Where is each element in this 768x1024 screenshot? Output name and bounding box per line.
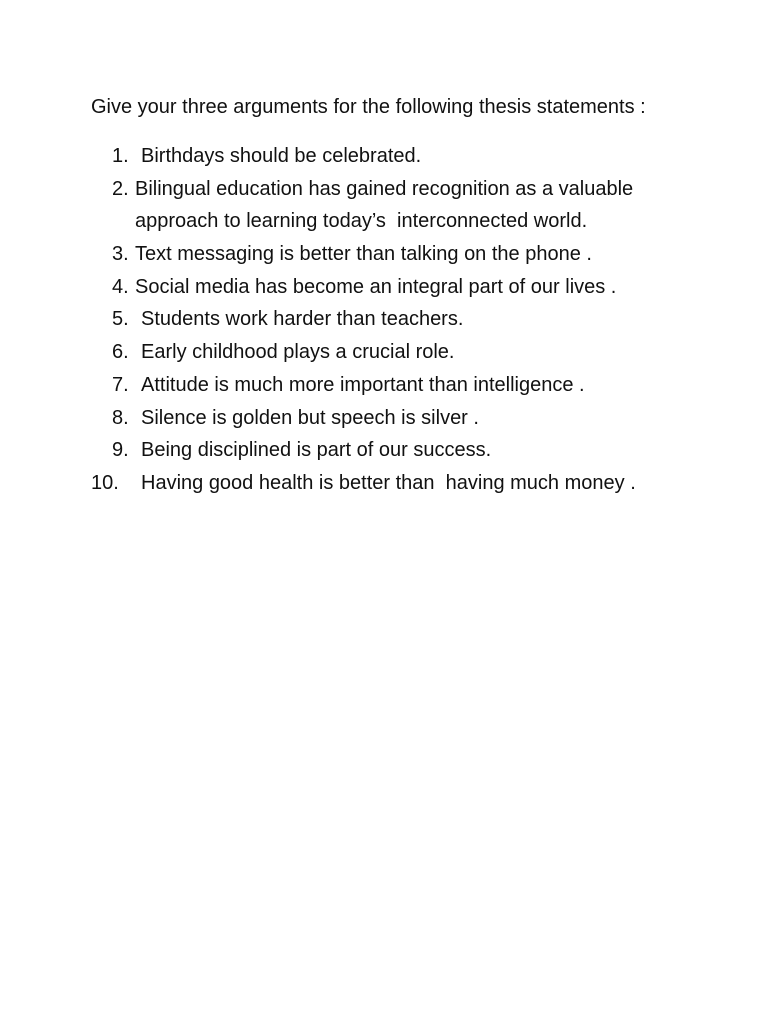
list-item [0, 467, 768, 500]
item-number: 3. [112, 243, 129, 266]
item-text: Birthdays should be celebrated. [141, 145, 422, 167]
list-item [0, 434, 768, 467]
item-text-continued: approach to learning today’s interconnected world. [135, 210, 588, 233]
item-number: 1. [112, 145, 129, 167]
item-text: Being disciplined is part of our success. [141, 439, 492, 462]
instruction-heading: Give your three arguments for the following thesis statements : [91, 96, 646, 118]
list-item [0, 271, 768, 304]
item-number: 9. [112, 439, 129, 462]
item-number: 7. [112, 373, 129, 396]
item-text: Students work harder than teachers. [141, 308, 464, 331]
list-item [0, 303, 768, 336]
list-item [0, 238, 768, 271]
item-text: Social media has become an integral part of our lives . [135, 275, 617, 298]
item-number: 6. [112, 341, 129, 364]
item-text: Silence is golden but speech is silver . [141, 406, 479, 429]
item-number: 8. [112, 406, 129, 429]
item-number: 4. [112, 275, 129, 298]
item-text: Attitude is much more important than intelligence . [141, 373, 585, 396]
item-number: 5. [112, 308, 129, 331]
list-item [0, 173, 768, 238]
item-text: Early childhood plays a crucial role. [141, 341, 455, 364]
list-item [0, 369, 768, 402]
list-item [0, 140, 768, 173]
item-number: 2. [112, 177, 129, 200]
list-item [0, 336, 768, 369]
item-text: Text messaging is better than talking on the phone . [135, 243, 592, 266]
item-number: 10. [91, 471, 119, 494]
item-text: Having good health is better than having much money . [141, 471, 636, 494]
list-item [0, 402, 768, 435]
item-text: Bilingual education has gained recognition as a valuable [135, 177, 634, 200]
thesis-list [0, 140, 768, 500]
